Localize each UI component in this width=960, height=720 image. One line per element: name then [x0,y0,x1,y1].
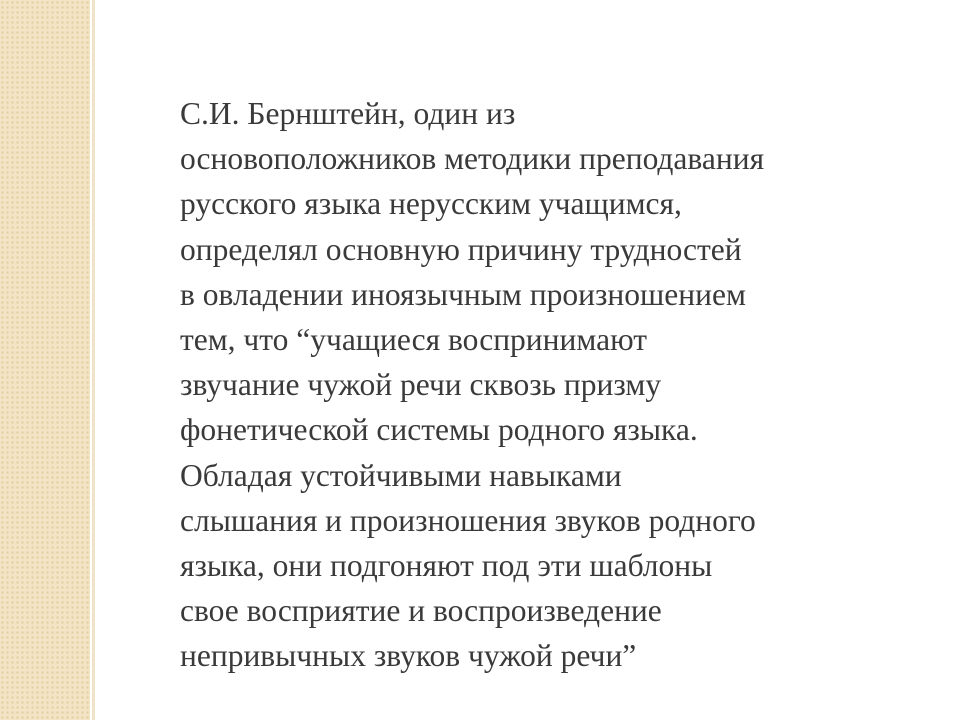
text-line: фонетической системы родного языка. [180,412,698,448]
text-line: непривычных звуков чужой речи” [180,638,637,674]
text-line: С.И. Бернштейн, один из [180,96,516,131]
text-line: Обладая устойчивыми навыками [180,457,622,493]
text-line: звучание чужой речи сквозь призму [180,367,662,403]
decorative-side-strip [0,0,90,720]
text-line: в овладении иноязычным произношением [180,276,746,312]
text-line: основоположников методики преподавания [180,141,765,177]
decorative-divider [92,0,95,720]
text-line: определял основную причину трудностей [180,231,742,267]
text-line: языка, они подгоняют под эти шаблоны [180,548,713,584]
text-line: слышания и произношения звуков родного [180,502,756,538]
text-line: тем, что “учащиеся воспринимают [180,322,647,358]
quote-paragraph [180,91,900,679]
text-line: русского языка нерусским учащимся, [180,186,682,222]
text-line: свое восприятие и воспроизведение [180,593,662,629]
